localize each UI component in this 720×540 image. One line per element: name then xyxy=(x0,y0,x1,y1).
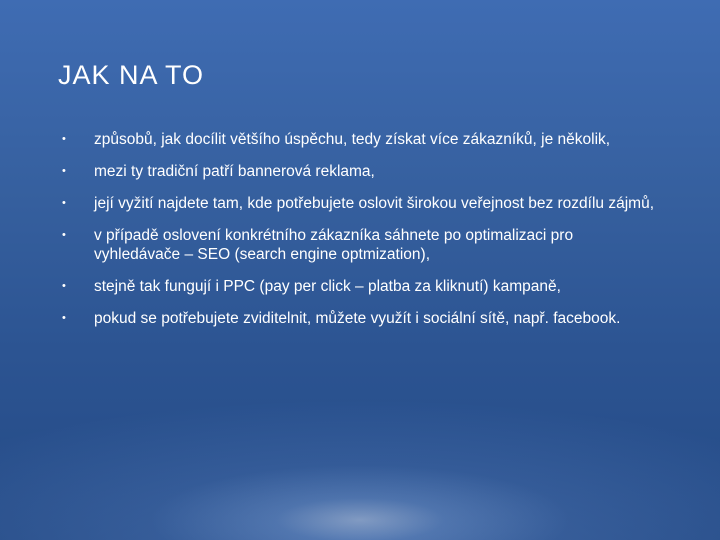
bullet-item xyxy=(62,130,662,149)
bullet-icon: • xyxy=(62,165,66,177)
bullet-text: pokud se potřebujete zviditelnit, můžete využít i sociální sítě, např. facebook. xyxy=(94,310,621,327)
bullet-item xyxy=(62,162,662,181)
bullet-text: její vyžití najdete tam, kde potřebujete oslovit širokou veřejnost bez rozdílu zájmů, xyxy=(94,195,654,212)
bullet-item xyxy=(62,277,662,296)
bullet-icon: • xyxy=(62,280,66,292)
bullet-icon: • xyxy=(62,229,66,241)
bullet-text: stejně tak fungují i PPC (pay per click – platba za kliknutí) kampaně, xyxy=(94,278,561,295)
bullet-icon: • xyxy=(62,133,66,145)
bullet-item xyxy=(62,226,662,264)
bullet-text: mezi ty tradiční patří bannerová reklama, xyxy=(94,163,375,180)
bullet-icon: • xyxy=(62,312,66,324)
bullet-list xyxy=(62,130,662,341)
slide-title: JAK NA TO xyxy=(58,60,205,90)
bullet-item xyxy=(62,309,662,328)
bullet-icon: • xyxy=(62,197,66,209)
bullet-text: v případě oslovení konkrétního zákazníka sáhnete po optimalizaci pro vyhledávače – SEO (search engine optmization), xyxy=(94,227,574,263)
bullet-text: způsobů, jak docílit většího úspěchu, tedy získat více zákazníků, je několik, xyxy=(94,131,611,148)
bullet-item xyxy=(62,194,662,213)
